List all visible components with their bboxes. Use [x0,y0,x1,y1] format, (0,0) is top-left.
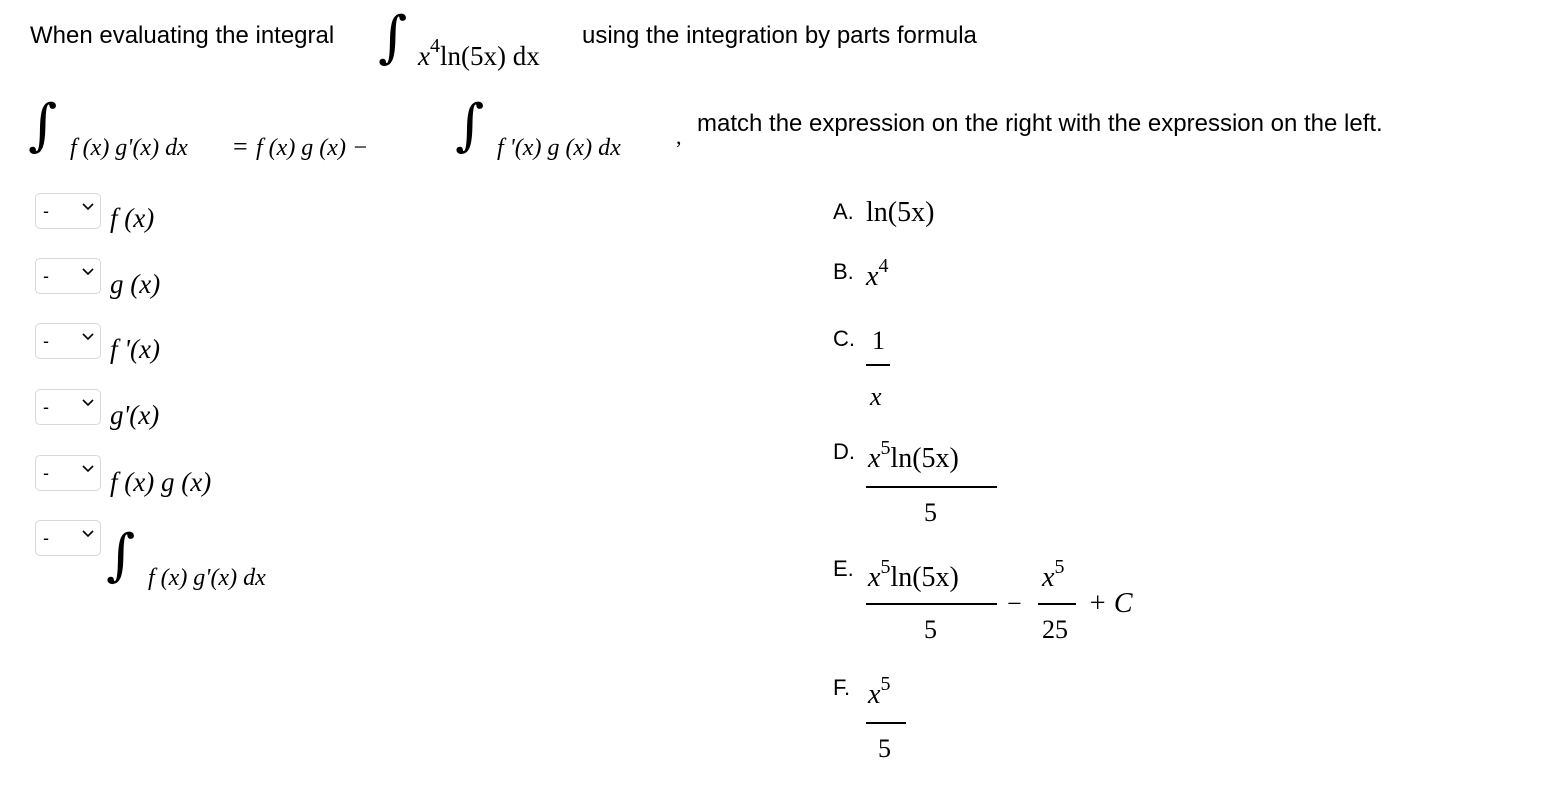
option-b-expr [866,254,889,292]
option-f-num-base: x [868,679,881,710]
select-value: - [43,528,49,548]
formula-right: f '(x) g (x) dx [497,135,621,161]
left-expr-integral: f (x) g'(x) dx [148,565,266,591]
option-e-minus: − [1007,589,1022,618]
option-a-letter: A. [833,199,854,224]
intro-integrand-rest: ln(5x) dx [439,41,540,71]
option-d-num-rest: ln(5x) [890,443,959,474]
option-d-num-base: x [868,443,881,474]
option-e-plus-c: + C [1088,588,1133,619]
option-e-letter: E. [833,556,854,581]
match-select-3[interactable] [35,323,101,359]
option-e-den1: 5 [924,615,937,644]
select-value: - [43,331,49,351]
option-e-num2-base: x [1042,562,1055,593]
left-expr-f: f (x) [110,203,155,233]
formula-integral-sign-left: ∫ [28,93,58,158]
select-value: - [43,201,49,221]
chevron-down-icon [82,465,92,475]
option-e-num2 [1042,555,1065,593]
option-e-num1-exp: 5 [880,555,891,578]
match-select-2[interactable] [35,258,101,294]
option-a-text: ln(5x) [866,197,935,228]
intro-prefix: When evaluating the integral [30,22,335,49]
option-e-num1-base: x [868,562,881,593]
formula-integral-sign-right: ∫ [455,93,485,158]
option-e-num2-exp: 5 [1054,555,1065,578]
option-c-fraction-bar [866,364,890,366]
option-c-num: 1 [872,326,885,355]
chevron-down-icon [82,333,92,343]
intro-integrand-base: x [418,41,430,71]
formula-comma: , [676,124,682,149]
formula-equals: = [233,132,248,161]
option-a-expr [866,199,934,227]
match-select-5[interactable] [35,455,101,491]
option-f-fraction-bar [866,722,906,724]
option-f-den: 5 [878,734,891,763]
option-d-letter: D. [833,439,855,464]
left-expr-fg: f (x) g (x) [110,467,212,497]
formula-instruction: match the expression on the right with the expression on the left. [697,110,1383,137]
formula-left: f (x) g'(x) dx [70,135,188,161]
chevron-down-icon [82,268,92,278]
option-e-num1 [868,555,959,593]
intro-integrand [418,35,540,71]
intro-integrand-exp: 4 [429,35,440,57]
intro-suffix: using the integration by parts formula [582,22,977,49]
option-f-num-exp: 5 [880,672,891,695]
option-d-den: 5 [924,498,937,527]
option-c-letter: C. [833,326,855,351]
integral-sign: ∫ [378,5,408,70]
left-expr-g: g (x) [110,269,161,299]
option-f-letter: F. [833,675,851,700]
option-b-letter: B. [833,259,854,284]
match-select-6[interactable] [35,520,101,556]
option-e-fraction-bar-1 [866,603,997,605]
option-c-den: x [870,382,882,411]
left-expr-f-prime: f '(x) [110,334,160,364]
formula-mid: f (x) g (x) − [256,135,369,161]
option-d-fraction-bar [866,486,997,488]
chevron-down-icon [82,399,92,409]
option-b-base: x [866,261,879,292]
match-select-4[interactable] [35,389,101,425]
option-e-fraction-bar-2 [1038,603,1076,605]
select-value: - [43,397,49,417]
chevron-down-icon [82,203,92,213]
left-expr-integral-sign: ∫ [106,523,136,588]
option-e-den2: 25 [1042,615,1068,644]
select-value: - [43,266,49,286]
option-b-exp: 4 [878,254,889,277]
match-select-1[interactable] [35,193,101,229]
select-value: - [43,463,49,483]
option-e-num1-rest: ln(5x) [890,562,959,593]
left-expr-g-prime: g'(x) [110,400,160,430]
option-d-num-exp: 5 [880,436,891,459]
option-d-num [868,436,959,474]
chevron-down-icon [82,530,92,540]
option-f-num [868,672,891,710]
